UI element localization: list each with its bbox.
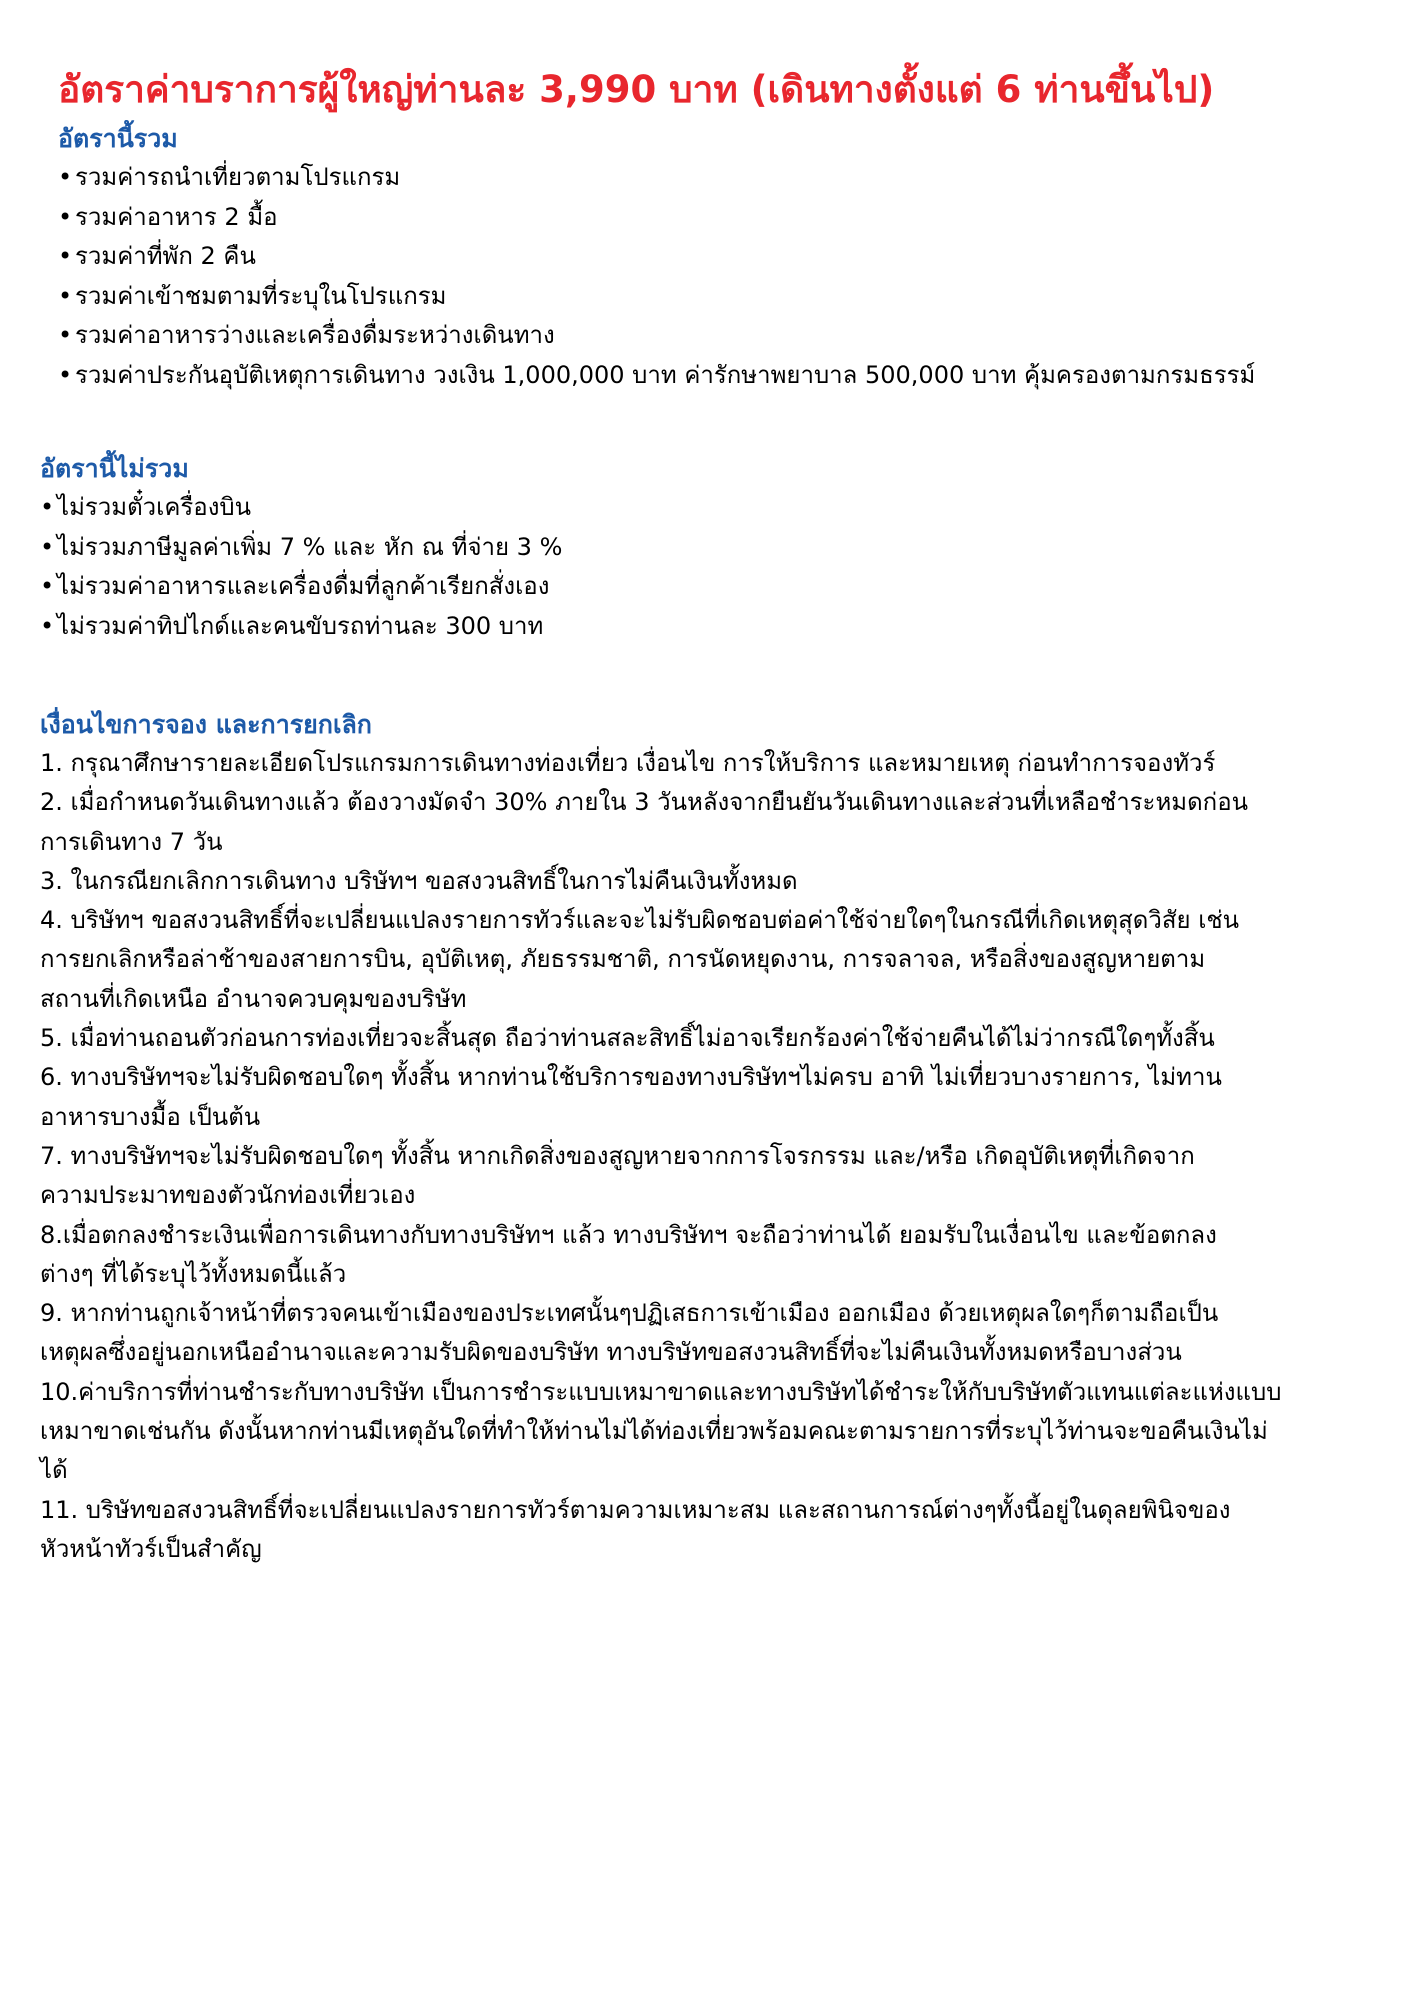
list-item [58, 158, 1398, 198]
condition-line: เหมาขาดเช่นกัน ดังนั้นหากท่านมีเหตุอันใดที่ทำให้ท่านไม่ได้ท่องเที่ยวพร้อมคณะตามรายการที่ระบุไว้ท่านจะขอคืนเงินไม่ [40, 1417, 1268, 1446]
bullet-icon: • [58, 281, 73, 310]
condition-line: การยกเลิกหรือล่าช้าของสายการบิน, อุบัติเหตุ, ภัยธรรมชาติ, การนัดหยุดงาน, การจลาจล, หรือสิ่งของสูญหายตาม [40, 945, 1206, 974]
bullet-icon: • [58, 163, 73, 191]
condition-line: 10.ค่าบริการที่ท่านชำระกับทางบริษัท เป็นการชำระแบบเหมาขาดและทางบริษัทได้ชำระให้กับบริษัทตัวแทนแต่ละแห่งแบบ [40, 1377, 1282, 1406]
list-item [40, 567, 1380, 607]
condition-line: 2. เมื่อกำหนดวันเดินทางแล้ว ต้องวางมัดจำ 30% ภายใน 3 วันหลังจากยืนยันวันเดินทางและส่วนที่เหลือชำระหมดก่อน [40, 788, 1249, 817]
condition-line: ความประมาทของตัวนักท่องเที่ยวเอง [40, 1181, 416, 1210]
bullet-icon: • [40, 532, 55, 561]
condition-line: เหตุผลซึ่งอยู่นอกเหนืออำนาจและความรับผิดของบริษัท ทางบริษัทขอสงวนสิทธิ์ที่จะไม่คืนเงินทั้งหมดหรือบางส่วน [40, 1338, 1182, 1367]
condition-line: 11. บริษัทขอสงวนสิทธิ์ที่จะเปลี่ยนแปลงรายการทัวร์ตามความเหมาะสม และสถานการณ์ต่างๆทั้งนี้อยู่ในดุลยพินิจของ [40, 1495, 1231, 1524]
included-section [58, 120, 1398, 396]
page-title: อัตราค่าบราการผู้ใหญ่ท่านละ 3,990 บาท (เดินทางตั้งแต่ 6 ท่านขึ้นไป) [58, 68, 1215, 111]
bullet-icon: • [58, 321, 73, 350]
condition-line: ได้ [40, 1456, 68, 1485]
list-item-text: รวมค่ารถนำเที่ยวตามโปรแกรม [75, 163, 401, 191]
bullet-icon: • [58, 242, 73, 271]
list-item [40, 607, 1380, 647]
excluded-list [40, 488, 1380, 646]
list-item [58, 277, 1398, 317]
list-item-text: รวมค่าอาหารว่างและเครื่องดื่มระหว่างเดินทาง [75, 321, 555, 350]
condition-line: อาหารบางมื้อ เป็นต้น [40, 1102, 261, 1131]
condition-line: 1. กรุณาศึกษารายละเอียดโปรแกรมการเดินทางท่องเที่ยว เงื่อนไข การให้บริการ และหมายเหตุ ก่อนทำการจองทัวร์ [40, 749, 1216, 777]
condition-line: 8.เมื่อตกลงชำระเงินเพื่อการเดินทางกับทางบริษัทฯ แล้ว ทางบริษัทฯ จะถือว่าท่านได้ ยอมรับในเงื่อนไข และข้อตกลง [40, 1220, 1217, 1249]
list-item-text: รวมค่าอาหาร 2 มื้อ [75, 202, 278, 231]
conditions-heading: เงื่อนไขการจอง และการยกเลิก [40, 710, 372, 739]
list-item [58, 316, 1398, 356]
condition-line: 5. เมื่อท่านถอนตัวก่อนการท่องเที่ยวจะสิ้นสุด ถือว่าท่านสละสิทธิ์ไม่อาจเรียกร้องค่าใช้จ่ายคืนได้ไม่ว่ากรณีใดๆทั้งสิ้น [40, 1024, 1215, 1053]
bullet-icon: • [40, 572, 55, 601]
list-item-text: รวมค่าที่พัก 2 คืน [75, 242, 256, 271]
list-item-text: ไม่รวมภาษีมูลค่าเพิ่ม 7 % และ หัก ณ ที่จ่าย 3 % [57, 532, 563, 561]
condition-line: 9. หากท่านถูกเจ้าหน้าที่ตรวจคนเข้าเมืองของประเทศนั้นๆปฏิเสธการเข้าเมือง ออกเมือง ด้วยเหตุผลใดๆก็ตามถือเป็น [40, 1299, 1219, 1328]
list-item-text: รวมค่าประกันอุบัติเหตุการเดินทาง วงเงิน 1,000,000 บาท ค่ารักษาพยาบาล 500,000 บาท คุ้มครองตามกรมธรรม์ [75, 360, 1256, 389]
list-item [58, 198, 1398, 238]
included-list [58, 158, 1398, 396]
bullet-icon: • [40, 611, 55, 640]
bullet-icon: • [58, 360, 73, 389]
condition-line: หัวหน้าทัวร์เป็นสำคัญ [40, 1534, 262, 1563]
bullet-icon: • [58, 202, 73, 231]
excluded-heading: อัตรานี้ไม่รวม [40, 454, 189, 483]
included-heading: อัตรานี้รวม [58, 124, 178, 153]
bullet-icon: • [40, 493, 55, 521]
list-item-text: รวมค่าเข้าชมตามที่ระบุในโปรแกรม [75, 281, 447, 310]
conditions-section [40, 706, 1385, 1569]
list-item [40, 488, 1380, 528]
condition-line: 3. ในกรณียกเลิกการเดินทาง บริษัทฯ ขอสงวนสิทธิ์ในการไม่คืนเงินทั้งหมด [40, 866, 798, 895]
list-item-text: ไม่รวมค่าทิปไกด์และคนขับรถท่านละ 300 บาท [57, 611, 544, 640]
condition-line: ต่างๆ ที่ได้ระบุไว้ทั้งหมดนี้แล้ว [40, 1259, 347, 1288]
condition-line: 7. ทางบริษัทฯจะไม่รับผิดชอบใดๆ ทั้งสิ้น หากเกิดสิ่งของสูญหายจากการโจรกรรม และ/หรือ เกิดอุบัติเหตุที่เกิดจาก [40, 1141, 1195, 1170]
list-item-text: ไม่รวมค่าอาหารและเครื่องดื่มที่ลูกค้าเรียกสั่งเอง [57, 572, 550, 601]
condition-line: การเดินทาง 7 วัน [40, 827, 223, 856]
condition-line: 6. ทางบริษัทฯจะไม่รับผิดชอบใดๆ ทั้งสิ้น หากท่านใช้บริการของทางบริษัทฯไม่ครบ อาทิ ไม่เที่ยวบางรายการ, ไม่ทาน [40, 1063, 1222, 1092]
list-item [58, 237, 1398, 277]
list-item-text: ไม่รวมตั๋วเครื่องบิน [57, 493, 252, 521]
excluded-section [40, 450, 1380, 646]
list-item [58, 356, 1398, 396]
list-item [40, 528, 1380, 568]
condition-line: สถานที่เกิดเหนือ อำนาจควบคุมของบริษัท [40, 984, 467, 1013]
condition-line: 4. บริษัทฯ ขอสงวนสิทธิ์ที่จะเปลี่ยนแปลงรายการทัวร์และจะไม่รับผิดชอบต่อค่าใช้จ่ายใดๆในกรณีที่เกิดเหตุสุดวิสัย เช่น [40, 906, 1240, 935]
